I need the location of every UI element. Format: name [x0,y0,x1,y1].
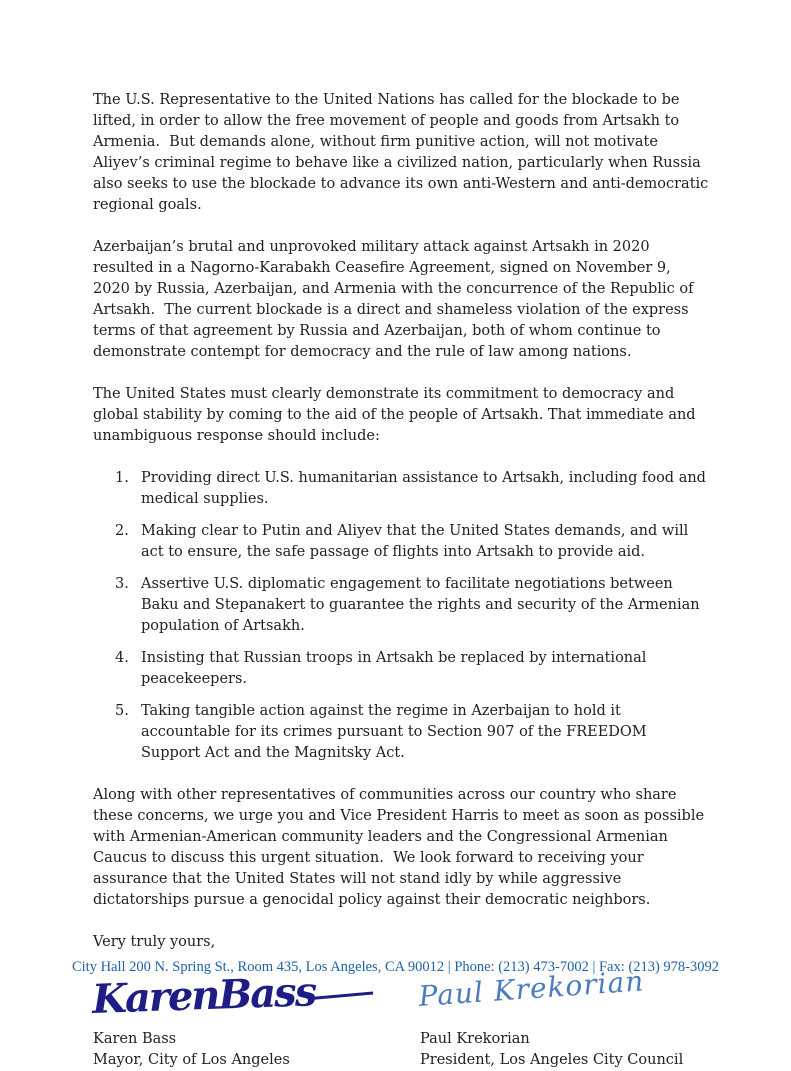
list-item-1 [115,468,709,510]
paragraph-us-response-intro: The United States must clearly demonstrate its commitment to democracy and global stability by coming to the aid of the people of Artsakh. That immediate and unambiguous response should include: [93,386,701,444]
paragraph-closing-appeal: Along with other representatives of communities across our country who share these concerns, we urge you and Vice President Harris to meet as soon as possible with Armenian-American community leaders and the Congressional Armenian Caucus to discuss this urgent situation. We look forward to receiving your assurance that the United States will not stand idly by while aggressive dictatorships pursue a genocidal policy against their democratic neighbors. [93,787,709,908]
list-item-2 [115,521,709,563]
list-item-5-text: Taking tangible action against the regime in Azerbaijan to hold it accountable for its crimes pursuant to Section 907 of the FREEDOM Support Act and the Magnitsky Act. [141,703,652,761]
list-item-3-number: 3. [115,576,129,592]
list-item-2-number: 2. [115,523,129,539]
list-item-4-text: Insisting that Russian troops in Artsakh be replaced by international peacekeepers. [141,650,652,687]
list-item-5 [115,701,709,764]
signatory-name-karen-bass: Karen Bass [93,1031,177,1047]
letter-body [91,90,713,1071]
paul-krekorian-signature: Paul Krekorian [417,964,646,1014]
list-item-5-number: 5. [115,703,129,719]
list-item-3-text: Assertive U.S. diplomatic engagement to facilitate negotiations between Baku and Stepanakert to guarantee the rights and security of the Armenian population of Artsakh. [141,576,705,634]
valediction: Very truly yours, [93,934,216,950]
list-item-1-number: 1. [115,470,129,486]
list-item-1-text: Providing direct U.S. humanitarian assistance to Artsakh, including food and medical supplies. [141,470,711,507]
signatory-title-paul-krekorian: President, Los Angeles City Council [420,1052,684,1068]
karen-bass-signature: KarenBass [91,967,373,1023]
list-item-4-number: 4. [115,650,129,666]
paragraph-un-representative: The U.S. Representative to the United Nations has called for the blockade to be lifted, in order to allow the free movement of people and goods from Artsakh to Armenia. But demands alone, without firm punitive action, will not motivate Aliyev’s criminal regime to behave like a civilized nation, particularly when Russia also seeks to use the blockade to advance its own anti-Western and anti-democratic regional goals. [93,92,713,213]
paragraph-ceasefire-violation: Azerbaijan’s brutal and unprovoked military attack against Artsakh in 2020 resulted in a Nagorno-Karabakh Ceasefire Agreement, signed on November 9, 2020 by Russia, Azerbaijan, and Armenia with the concurrence of the Republic of Artsakh. The current blockade is a direct and shameless violation of the express terms of that agreement by Russia and Azerbaijan, both of whom continue to demonstrate contempt for democracy and the rule of law among nations. [93,239,699,360]
signatory-title-karen-bass: Mayor, City of Los Angeles [93,1052,290,1068]
list-item-4 [115,648,709,690]
demands-list [93,468,709,764]
footer-address: City Hall 200 N. Spring St., Room 435, Los Angeles, CA 90012 | Phone: (213) 473-7002 | Fax: (213) 978-3092 [71,959,720,975]
list-item-2-text: Making clear to Putin and Aliyev that the United States demands, and will act to ensure, the safe passage of flights into Artsakh to provide aid. [141,523,693,560]
list-item-3 [115,574,709,637]
signatory-name-paul-krekorian: Paul Krekorian [420,1031,530,1047]
